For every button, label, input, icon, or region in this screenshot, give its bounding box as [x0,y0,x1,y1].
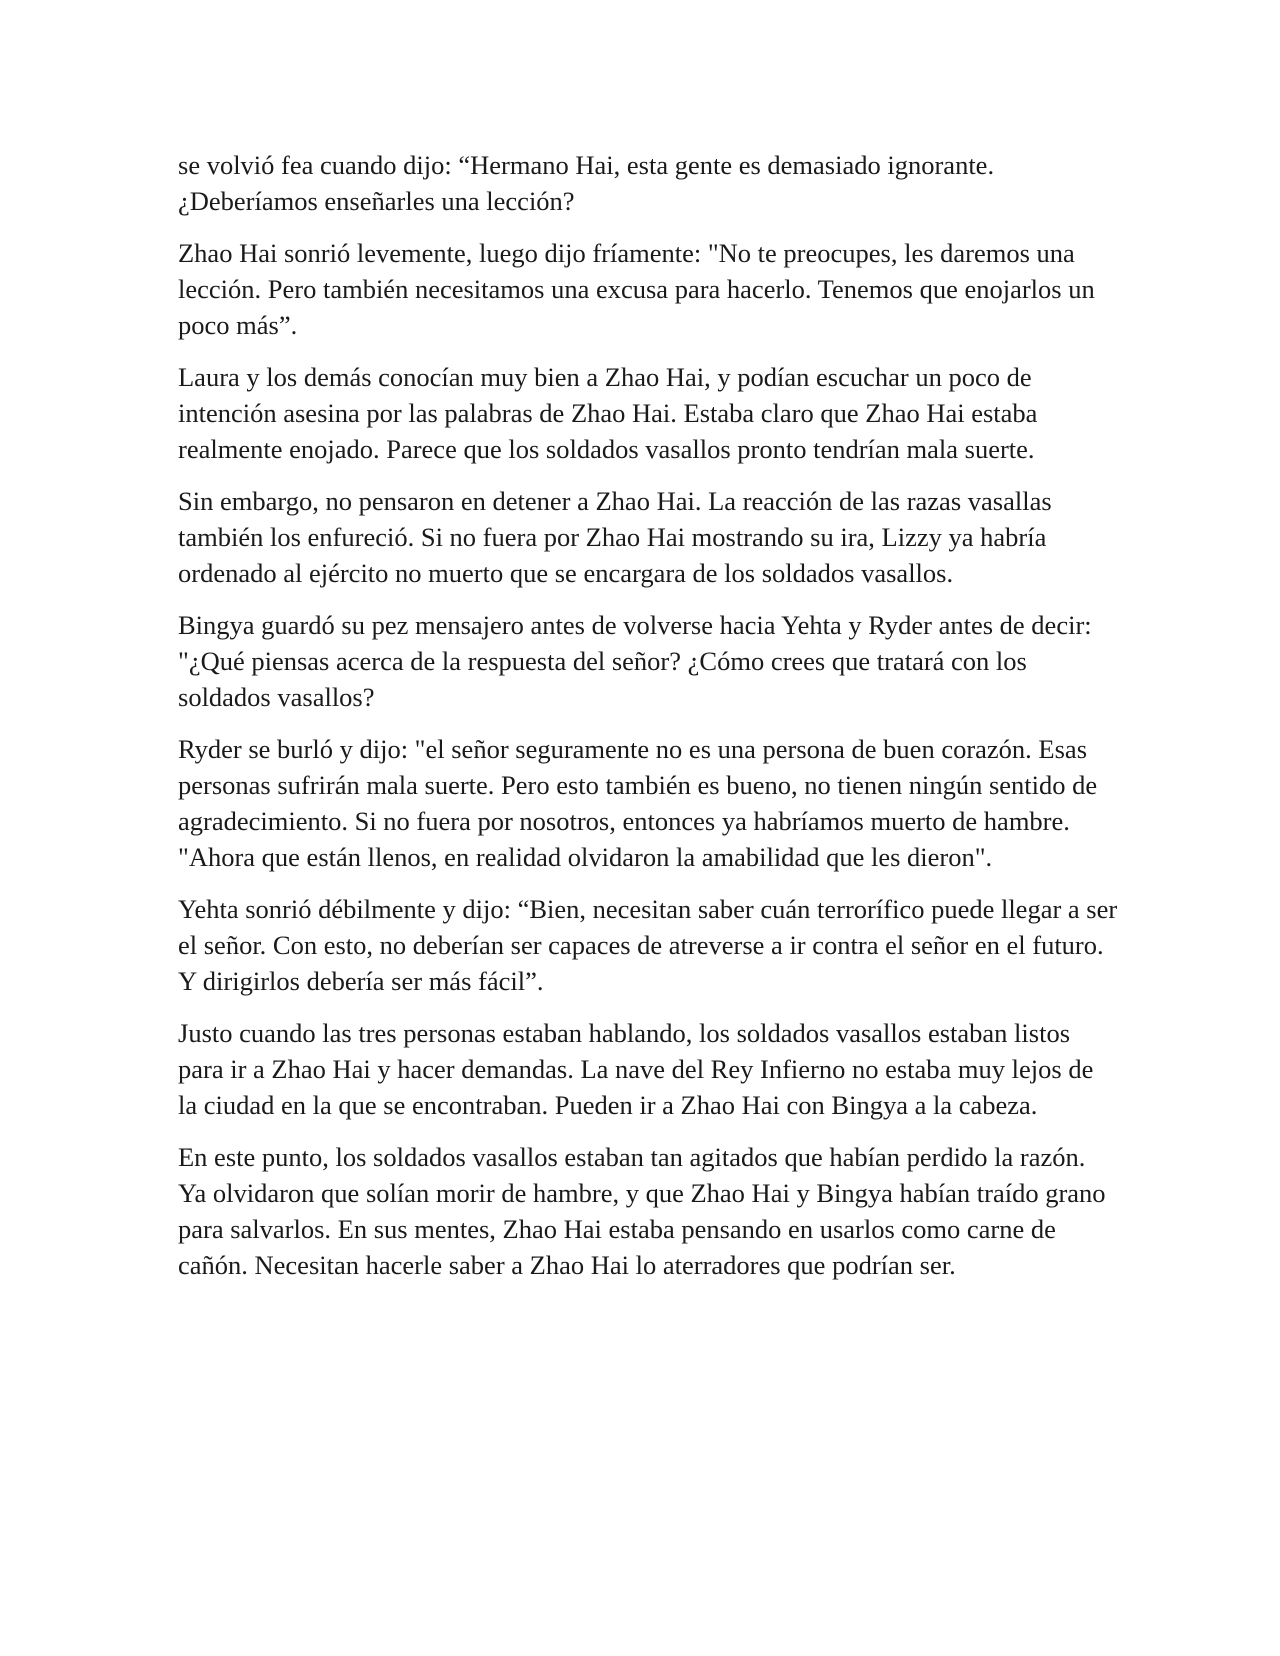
paragraph-4: Sin embargo, no pensaron en detener a Zhao Hai. La reacción de las razas vasallas también los enfureció. Si no fuera por Zhao Hai mostrando su ira, Lizzy ya habría ordenado al ejército no muerto que se encargara de los soldados vasallos. [178,486,1052,588]
paragraph-3: Laura y los demás conocían muy bien a Zhao Hai, y podían escuchar un poco de intención asesina por las palabras de Zhao Hai. Estaba claro que Zhao Hai estaba realmente enojado. Parece que los soldados vasallos pronto tendrían mala suerte. [178,362,1038,464]
paragraph-5: Bingya guardó su pez mensajero antes de volverse hacia Yehta y Ryder antes de decir: "¿Qué piensas acerca de la respuesta del señor? ¿Cómo crees que tratará con los soldados vasallos? [178,610,1092,712]
paragraph-2: Zhao Hai sonrió levemente, luego dijo fríamente: "No te preocupes, les daremos una lección. Pero también necesitamos una excusa para hacerlo. Tenemos que enojarlos un poco más”. [178,238,1095,340]
paragraph-7: Yehta sonrió débilmente y dijo: “Bien, necesitan saber cuán terrorífico puede llegar a ser el señor. Con esto, no deberían ser capaces de atreverse a ir contra el señor en el futuro. Y dirigirlos debería ser más fácil”. [178,894,1118,996]
paragraph-9: En este punto, los soldados vasallos estaban tan agitados que habían perdido la razón. Ya olvidaron que solían morir de hambre, y que Zhao Hai y Bingya habían traído grano para salvarlos. En sus mentes, Zhao Hai estaba pensando en usarlos como carne de cañón. Necesitan hacerle saber a Zhao Hai lo aterradores que podrían ser. [178,1142,1106,1280]
document-body [178,147,1118,1299]
paragraph-1: se volvió fea cuando dijo: “Hermano Hai, esta gente es demasiado ignorante. ¿Deberíamos enseñarles una lección? [178,150,995,216]
paragraph-6: Ryder se burló y dijo: "el señor seguramente no es una persona de buen corazón. Esas personas sufrirán mala suerte. Pero esto también es bueno, no tienen ningún sentido de agradecimiento. Si no fuera por nosotros, entonces ya habríamos muerto de hambre. "Ahora que están llenos, en realidad olvidaron la amabilidad que les dieron". [178,734,1098,872]
paragraph-8: Justo cuando las tres personas estaban hablando, los soldados vasallos estaban listos para ir a Zhao Hai y hacer demandas. La nave del Rey Infierno no estaba muy lejos de la ciudad en la que se encontraban. Pueden ir a Zhao Hai con Bingya a la cabeza. [178,1018,1094,1120]
